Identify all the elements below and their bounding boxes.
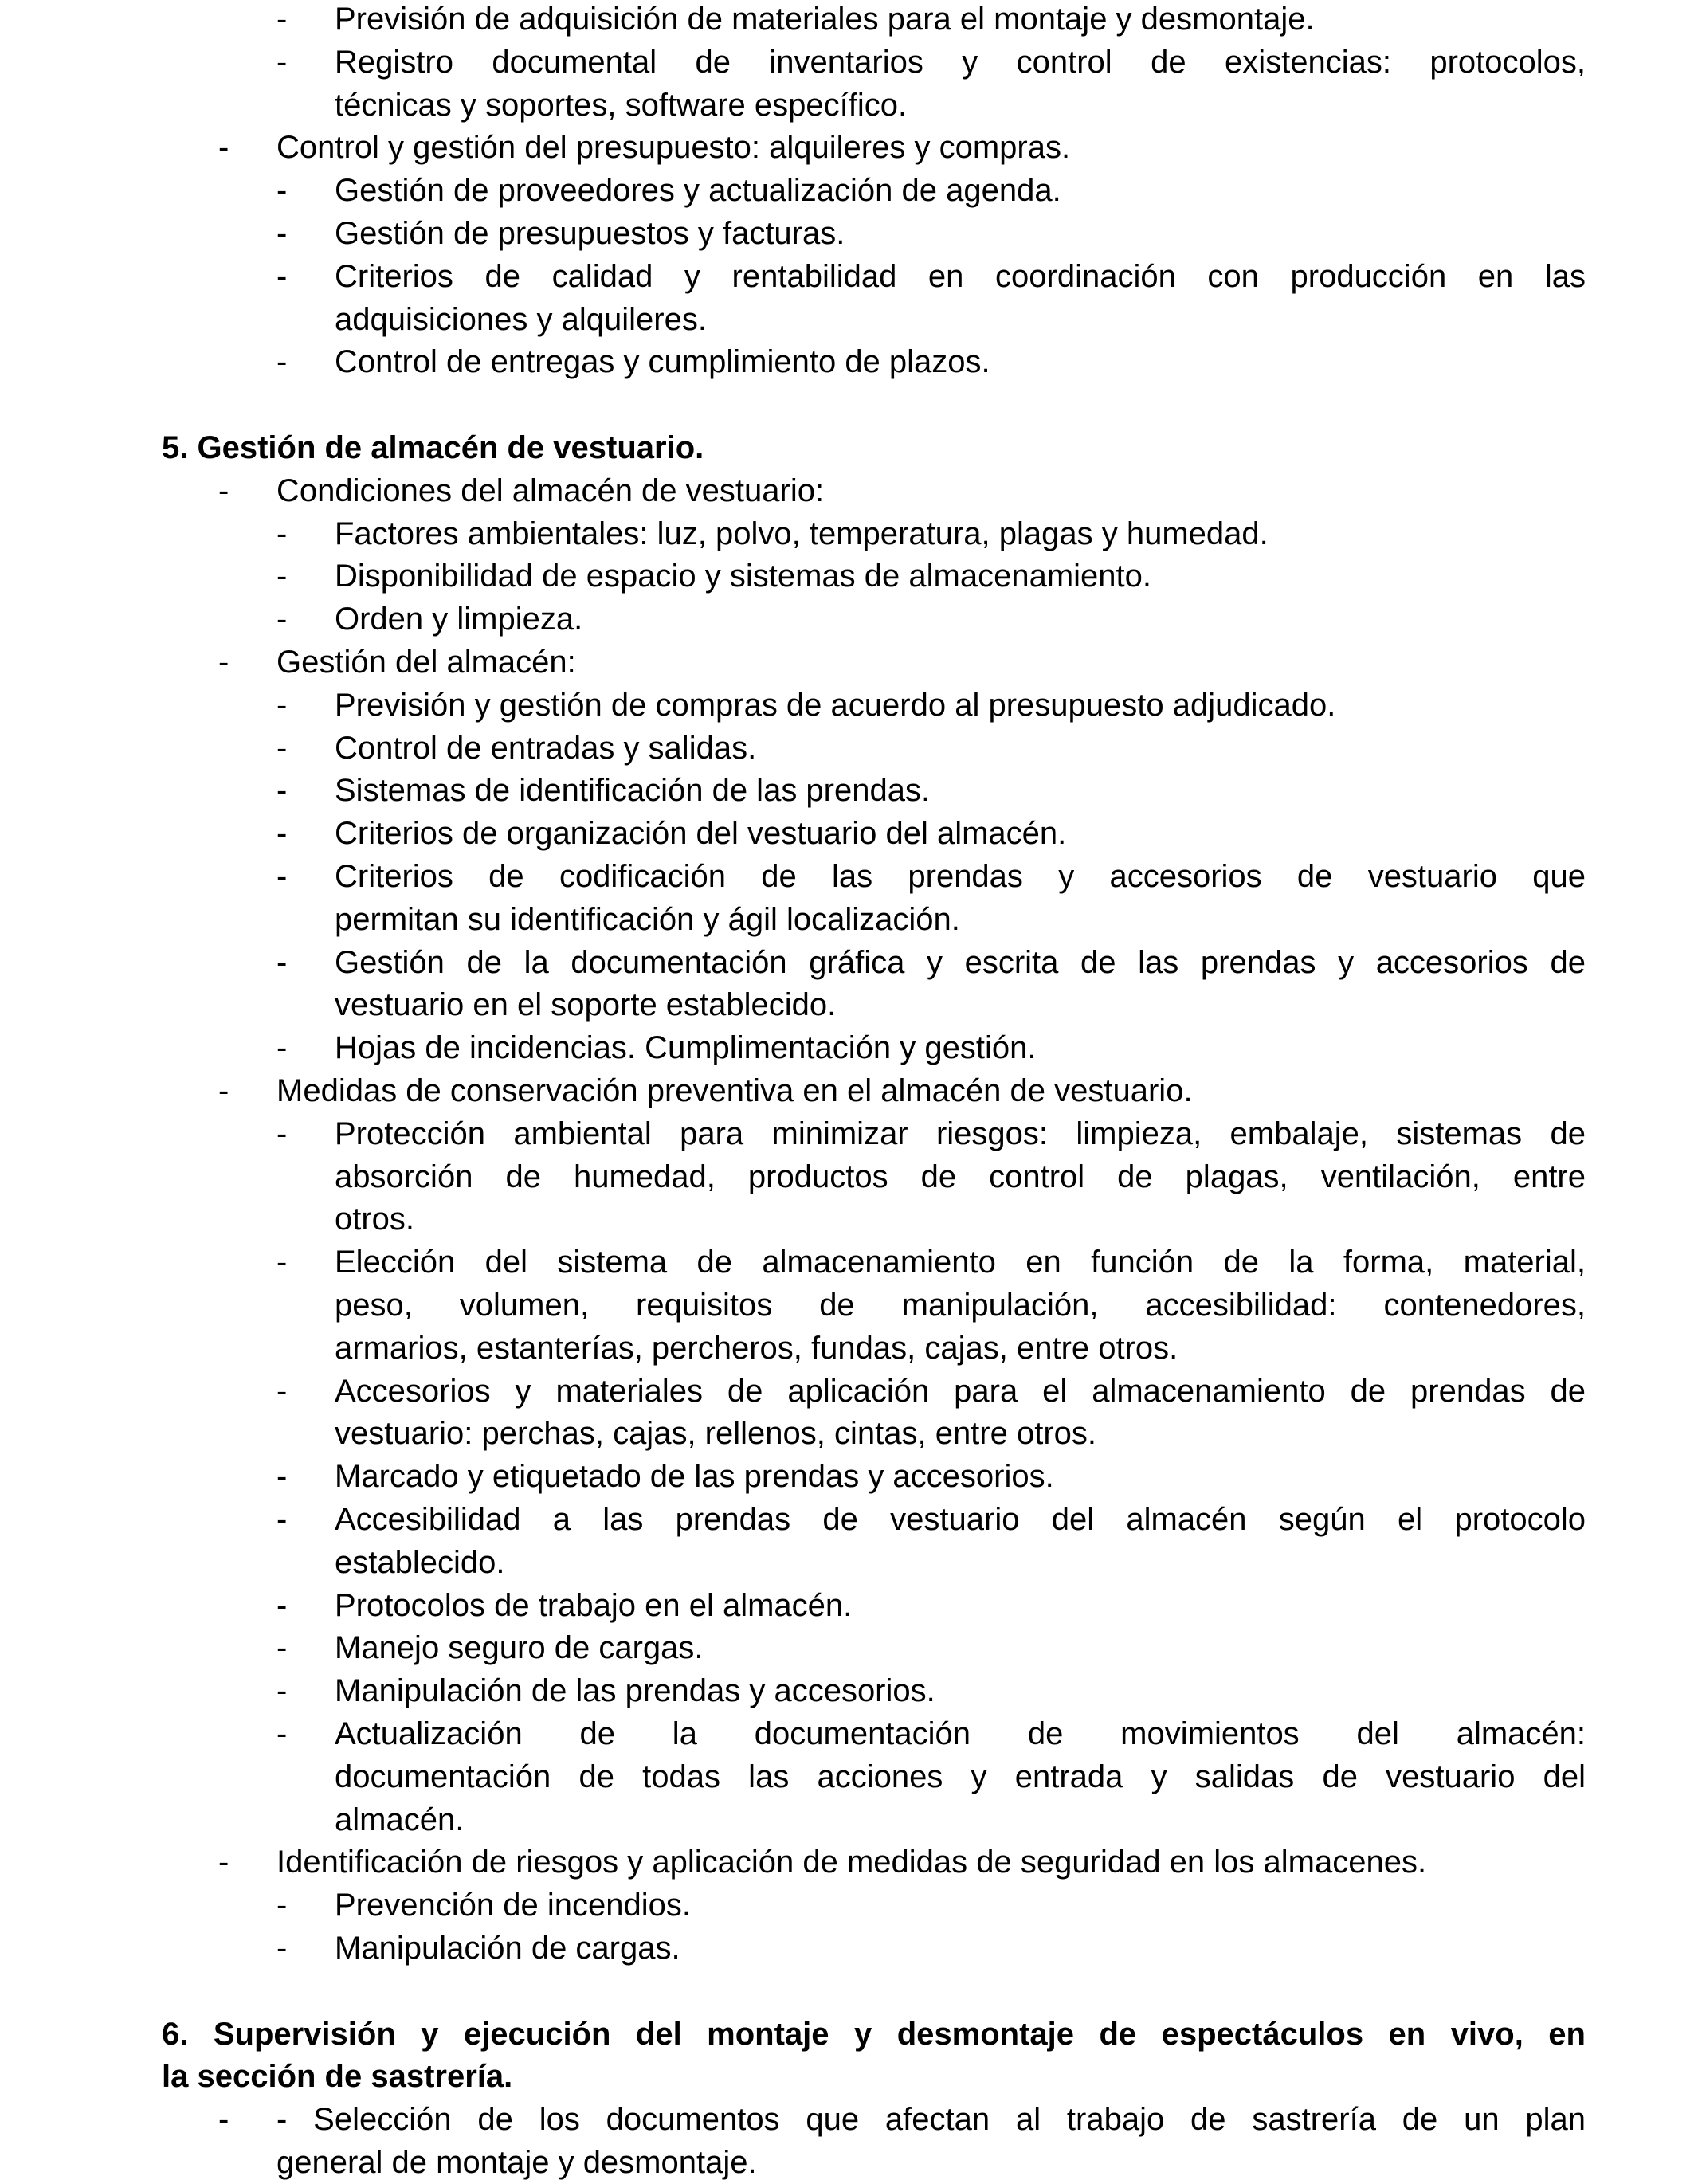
- list-bullet: -: [276, 1245, 288, 1280]
- list-item-level2: Disponibilidad de espacio y sistemas de almacenamiento.: [335, 559, 1151, 594]
- list-item-level2: Control de entradas y salidas.: [335, 730, 757, 766]
- list-bullet: -: [218, 2102, 229, 2138]
- list-item-level2: Orden y limpieza.: [335, 602, 583, 637]
- list-bullet: -: [276, 258, 288, 294]
- list-item-level2: Protección ambiental para minimizar riesgos: limpieza, embalaje, sistemas de: [335, 1116, 1586, 1151]
- list-item-level2: Prevención de incendios.: [335, 1888, 691, 1923]
- list-bullet: -: [218, 1845, 229, 1880]
- list-bullet: -: [218, 472, 229, 508]
- list-item-level2: Factores ambientales: luz, polvo, temperatura, plagas y humedad.: [335, 516, 1269, 551]
- list-bullet: -: [276, 730, 288, 766]
- list-item-level2: Protocolos de trabajo en el almacén.: [335, 1587, 853, 1623]
- list-item-level2: Criterios de organización del vestuario del almacén.: [335, 816, 1067, 852]
- list-item-level2: Criterios de codificación de las prendas y accesorios de vestuario que: [335, 859, 1586, 894]
- list-item-level2: Previsión de adquisición de materiales para el montaje y desmontaje.: [335, 2, 1315, 37]
- list-item-level2: Hojas de incidencias. Cumplimentación y gestión.: [335, 1030, 1037, 1066]
- list-item-level2: establecido.: [335, 1544, 505, 1580]
- list-bullet: -: [276, 173, 288, 209]
- section-heading: 6. Supervisión y ejecución del montaje y desmontaje de espectáculos en vivo, en: [162, 2016, 1586, 2052]
- list-item-level2: Registro documental de inventarios y control de existencias: protocolos,: [335, 44, 1586, 80]
- section-heading: la sección de sastrería.: [162, 2059, 513, 2095]
- list-bullet: -: [276, 602, 288, 637]
- list-bullet: -: [276, 859, 288, 894]
- list-item-level2: Manejo seguro de cargas.: [335, 1630, 704, 1666]
- list-item-level2: vestuario: perchas, cajas, rellenos, cintas, entre otros.: [335, 1416, 1097, 1452]
- list-bullet: -: [276, 516, 288, 551]
- list-bullet: -: [276, 1373, 288, 1409]
- list-bullet: -: [276, 773, 288, 809]
- list-item-level2: Gestión de proveedores y actualización de agenda.: [335, 173, 1061, 209]
- list-item-level1: Control y gestión del presupuesto: alquileres y compras.: [276, 130, 1071, 166]
- list-item-level1: general de montaje y desmontaje.: [276, 2145, 757, 2180]
- list-item-level2: Marcado y etiquetado de las prendas y accesorios.: [335, 1459, 1054, 1495]
- list-item-level1: Identificación de riesgos y aplicación de medidas de seguridad en los almacenes.: [276, 1845, 1427, 1880]
- list-bullet: -: [276, 944, 288, 980]
- list-item-level2: Manipulación de cargas.: [335, 1931, 680, 1966]
- list-bullet: -: [276, 1716, 288, 1751]
- list-item-level2: Control de entregas y cumplimiento de plazos.: [335, 344, 990, 380]
- list-item-level2: Accesorios y materiales de aplicación para el almacenamiento de prendas de: [335, 1373, 1586, 1409]
- list-bullet: -: [276, 1116, 288, 1151]
- list-bullet: -: [276, 44, 288, 80]
- list-item-level2: Manipulación de las prendas y accesorios.: [335, 1673, 935, 1709]
- list-item-level2: Criterios de calidad y rentabilidad en coordinación con producción en las: [335, 258, 1586, 294]
- list-item-level1: Condiciones del almacén de vestuario:: [276, 472, 825, 508]
- list-bullet: -: [276, 1459, 288, 1495]
- list-item-level1: - Selección de los documentos que afectan al trabajo de sastrería de un plan: [276, 2102, 1586, 2138]
- list-item-level2: Sistemas de identificación de las prendas.: [335, 773, 931, 809]
- list-item-level2: Accesibilidad a las prendas de vestuario del almacén según el protocolo: [335, 1502, 1586, 1537]
- list-item-level2: otros.: [335, 1202, 415, 1237]
- list-bullet: -: [218, 130, 229, 166]
- list-item-level2: vestuario en el soporte establecido.: [335, 987, 837, 1023]
- list-item-level2: Elección del sistema de almacenamiento en función de la forma, material,: [335, 1245, 1586, 1280]
- list-item-level2: Previsión y gestión de compras de acuerdo al presupuesto adjudicado.: [335, 687, 1336, 723]
- list-item-level2: documentación de todas las acciones y entrada y salidas de vestuario del: [335, 1759, 1586, 1794]
- list-bullet: -: [276, 216, 288, 251]
- list-bullet: -: [276, 1502, 288, 1537]
- list-bullet: -: [276, 1587, 288, 1623]
- list-bullet: -: [218, 645, 229, 680]
- list-item-level2: armarios, estanterías, percheros, fundas, cajas, entre otros.: [335, 1330, 1178, 1366]
- list-item-level1: Gestión del almacén:: [276, 645, 576, 680]
- list-bullet: -: [276, 344, 288, 380]
- list-bullet: -: [276, 1931, 288, 1966]
- list-bullet: -: [276, 559, 288, 594]
- list-item-level2: Actualización de la documentación de movimientos del almacén:: [335, 1716, 1586, 1751]
- list-item-level1: Medidas de conservación preventiva en el almacén de vestuario.: [276, 1073, 1193, 1108]
- section-heading: 5. Gestión de almacén de vestuario.: [162, 430, 704, 465]
- list-bullet: -: [276, 1673, 288, 1709]
- list-item-level2: peso, volumen, requisitos de manipulación, accesibilidad: contenedores,: [335, 1288, 1586, 1323]
- list-item-level2: almacén.: [335, 1802, 465, 1837]
- list-bullet: -: [276, 2, 288, 37]
- list-item-level2: permitan su identificación y ágil localización.: [335, 901, 960, 937]
- list-bullet: -: [276, 816, 288, 852]
- list-bullet: -: [276, 1630, 288, 1666]
- list-bullet: -: [218, 1073, 229, 1108]
- list-item-level2: técnicas y soportes, software específico.: [335, 87, 908, 123]
- list-item-level2: adquisiciones y alquileres.: [335, 301, 707, 337]
- list-bullet: -: [276, 1888, 288, 1923]
- list-bullet: -: [276, 687, 288, 723]
- list-bullet: -: [276, 1030, 288, 1066]
- list-item-level2: Gestión de la documentación gráfica y escrita de las prendas y accesorios de: [335, 944, 1586, 980]
- list-item-level2: absorción de humedad, productos de control de plagas, ventilación, entre: [335, 1159, 1586, 1194]
- list-item-level2: Gestión de presupuestos y facturas.: [335, 216, 845, 251]
